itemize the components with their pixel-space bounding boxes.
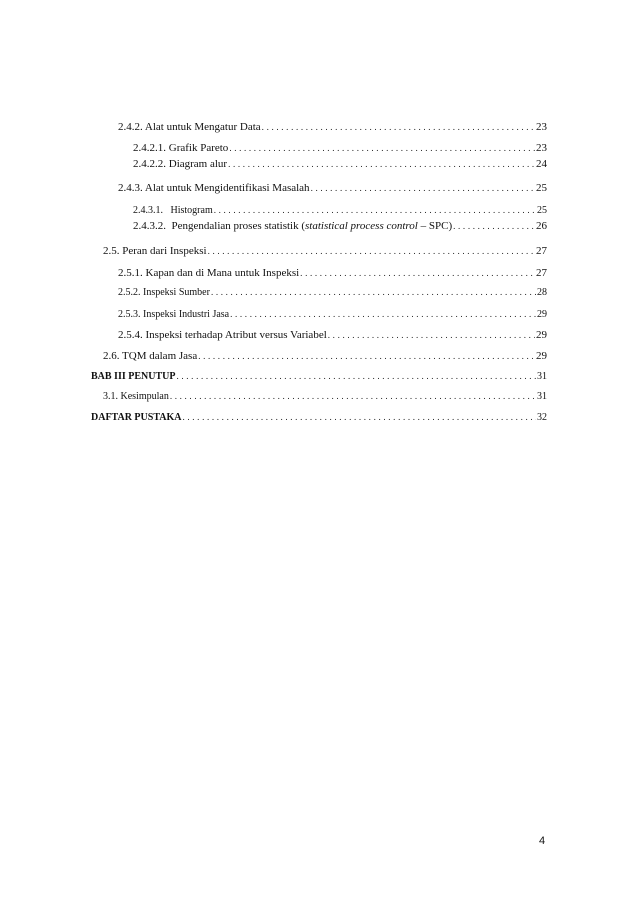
toc-entry xyxy=(118,288,547,298)
toc-dot-leader xyxy=(211,288,536,297)
toc-entry-page: 27 xyxy=(536,245,547,257)
toc-entry-label: 2.4.3. Alat untuk Mengidentifikasi Masalah xyxy=(118,182,310,194)
toc-entry-page: 27 xyxy=(536,267,547,279)
toc-dot-leader xyxy=(214,206,536,215)
toc-entry-page: 24 xyxy=(536,158,547,170)
toc-entry xyxy=(118,310,547,320)
toc-entry xyxy=(118,268,547,279)
toc-entry xyxy=(133,221,547,232)
toc-entry-label: 2.4.2.2. Diagram alur xyxy=(133,158,228,170)
toc-entry-label: 2.5.3. Inspeksi Industri Jasa xyxy=(118,309,230,320)
toc-entry-label: 2.5.1. Kapan dan di Mana untuk Inspeksi xyxy=(118,267,300,279)
toc-entry xyxy=(133,159,547,170)
toc-entry-label: 2.5.2. Inspeksi Sumber xyxy=(118,287,210,298)
toc-entry-page: 23 xyxy=(536,142,547,154)
toc-entry-page: 23 xyxy=(536,121,547,133)
toc-entry-label: 2.6. TQM dalam Jasa xyxy=(103,350,198,362)
toc-entry xyxy=(118,330,547,341)
toc-entry xyxy=(103,392,547,402)
toc-entry xyxy=(103,246,547,257)
toc-entry xyxy=(91,413,547,423)
toc-dot-leader xyxy=(328,331,535,340)
toc-entry-page: 29 xyxy=(537,309,547,320)
toc-dot-leader xyxy=(262,123,535,132)
toc-entry-label-suffix: – SPC) xyxy=(417,220,453,232)
toc-entry xyxy=(118,183,547,194)
toc-entry-label: 3.1. Kesimpulan xyxy=(103,391,169,402)
toc-dot-leader xyxy=(228,160,535,169)
toc-dot-leader xyxy=(229,144,535,153)
toc-entry-label-prefix: 2.4.3.2. Pengendalian proses statistik ( xyxy=(133,220,306,232)
toc-entry xyxy=(133,143,547,154)
toc-entry-label: 2.5.4. Inspeksi terhadap Atribut versus Variabel xyxy=(118,329,327,341)
toc-entry-label: 2.5. Peran dari Inspeksi xyxy=(103,245,207,257)
toc-entry xyxy=(133,206,547,216)
toc-entry-page: 26 xyxy=(536,220,547,232)
toc-entry-page: 31 xyxy=(537,391,547,402)
toc-dot-leader xyxy=(170,392,536,401)
toc-entry-label: BAB III PENUTUP xyxy=(91,371,176,382)
toc-entry-page: 29 xyxy=(536,350,547,362)
toc-entry-page: 25 xyxy=(536,182,547,194)
toc-entry-label: DAFTAR PUSTAKA xyxy=(91,412,182,423)
toc-entry-page: 29 xyxy=(536,329,547,341)
toc-entry-page: 28 xyxy=(537,287,547,298)
toc-entry xyxy=(118,122,547,133)
toc-dot-leader xyxy=(300,269,535,278)
toc-dot-leader xyxy=(208,247,535,256)
toc-entry-page: 32 xyxy=(537,412,547,423)
toc-dot-leader xyxy=(230,310,536,319)
toc-dot-leader xyxy=(176,372,536,381)
toc-entry xyxy=(103,351,547,362)
toc-dot-leader xyxy=(182,413,536,422)
toc-entry-label: 2.4.3.1. Histogram xyxy=(133,205,213,216)
toc-dot-leader xyxy=(453,222,535,231)
toc-entry-label: 2.4.2. Alat untuk Mengatur Data xyxy=(118,121,261,133)
page-number: 4 xyxy=(539,835,546,847)
toc-dot-leader xyxy=(198,352,535,361)
toc-entry-label: 2.4.2.1. Grafik Pareto xyxy=(133,142,229,154)
toc-entry-page: 25 xyxy=(537,205,547,216)
toc-dot-leader xyxy=(311,184,535,193)
toc-entry xyxy=(91,372,547,382)
toc-entry-label-italic: statistical process control xyxy=(305,220,418,232)
toc-entry-page: 31 xyxy=(537,371,547,382)
toc-entry-label xyxy=(133,221,452,232)
